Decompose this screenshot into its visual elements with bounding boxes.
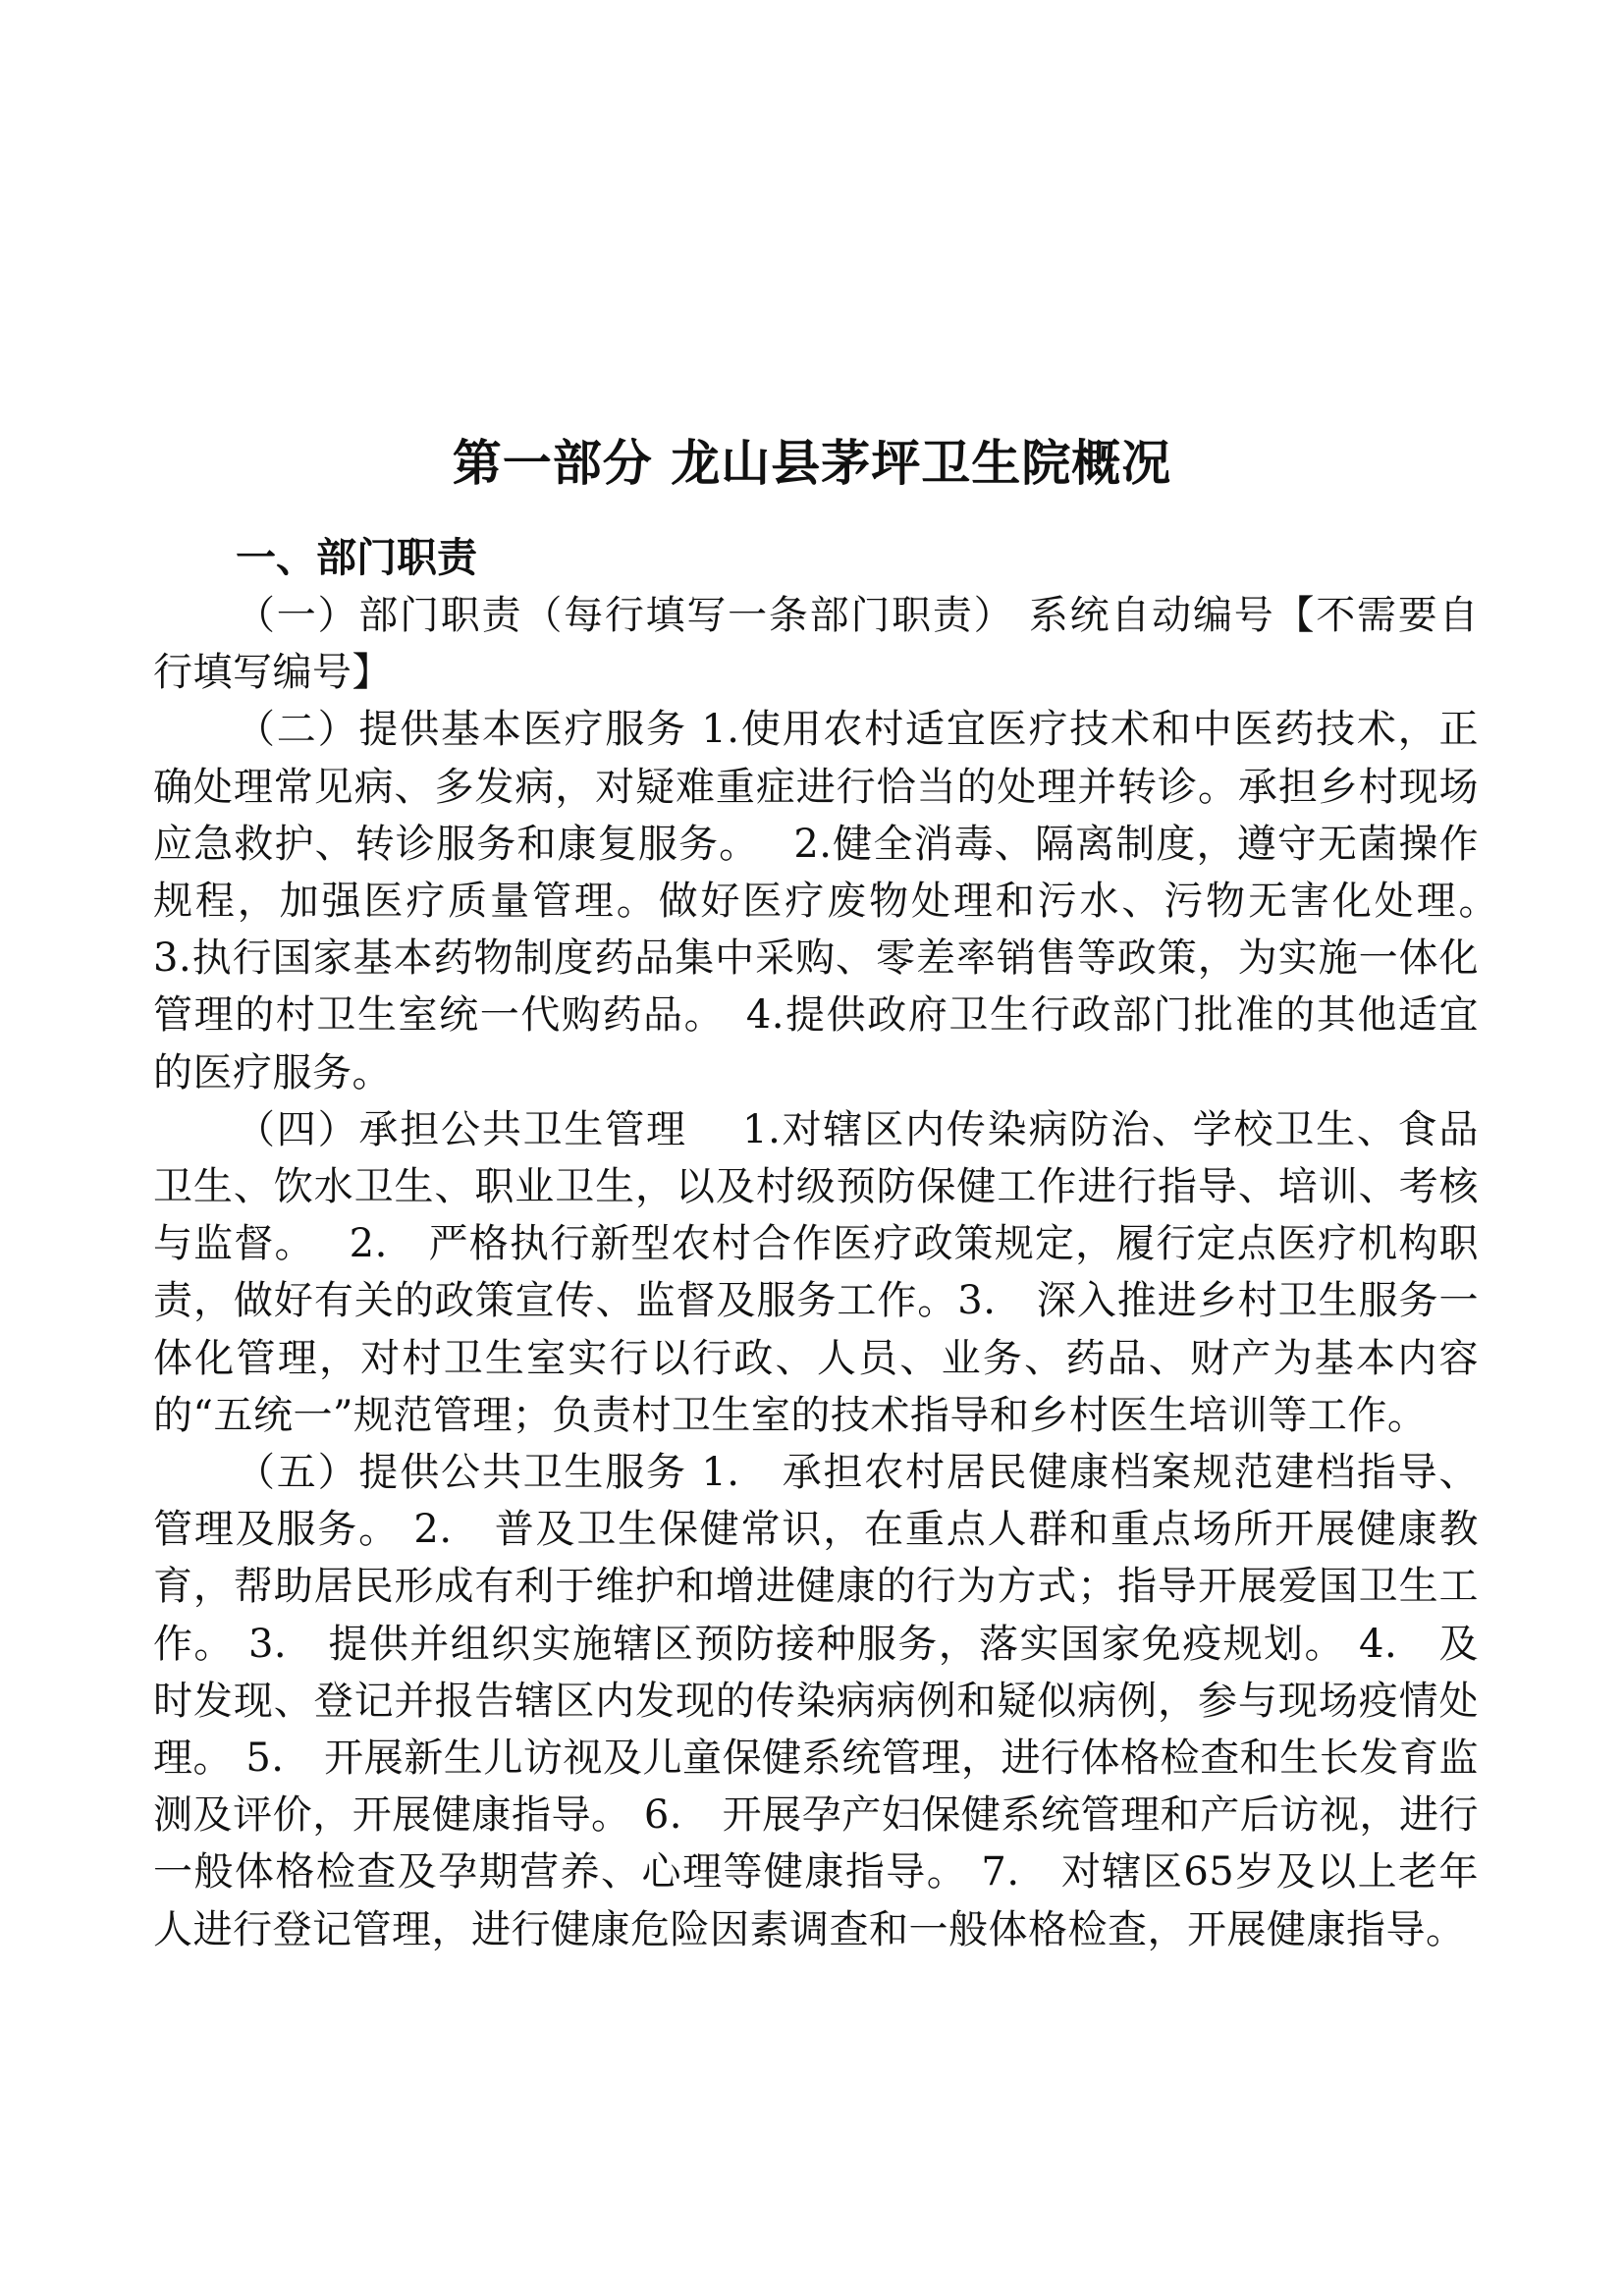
section-heading: 一、部门职责 xyxy=(236,534,477,581)
paragraph-public-health-service: （五）提供公共卫生服务 1. 承担农村居民健康档案规范建档指导、管理及服务。 2. 普及卫生保健常识，在重点人群和重点场所开展健康教育，帮助居民形成有利于维护和增进健康的行为方式；指导开展爱国卫生工作。 3. 提供并组织实施辖区预防接种服务，落实国家免疫规划。 4. 及时发现、登记并报告辖区内发现的传染病病例和疑似病例，参与现场疫情处理。 5. 开展新生儿访视及儿童保健系统管理，进行体格检查和生长发育监测及评价，开展健康指导。 6. 开展孕产妇保健系统管理和产后访视，进行一般体格检查及孕期营养、心理等健康指导。 7. 对辖区65岁及以上老年人进行登记管理，进行健康危险因素调查和一般体格检查，开展健康指导。 xyxy=(153,1450,1479,1952)
paragraph-basic-medical-service: （二）提供基本医疗服务 1.使用农村适宜医疗技术和中医药技术，正确处理常见病、多发病，对疑难重症进行恰当的处理并转诊。承担乡村现场应急救护、转诊服务和康复服务。 2.健全消毒、隔离制度，遵守无菌操作规程，加强医疗质量管理。做好医疗废物处理和污水、污物无害化处理。 3.执行国家基本药物制度药品集中采购、零差率销售等政策，为实施一体化管理的村卫生室统一代购药品。 4.提供政府卫生行政部门批准的其他适宜的医疗服务。 xyxy=(153,707,1532,1095)
paragraph-duties-note: （一）部门职责（每行填写一条部门职责） 系统自动编号【不需要自行填写编号】 xyxy=(153,593,1479,696)
document-body xyxy=(153,587,1532,1958)
page-title: 第一部分 龙山县茅坪卫生院概况 xyxy=(452,435,1172,492)
paragraph-public-health-management: （四）承担公共卫生管理 1.对辖区内传染病防治、学校卫生、食品卫生、饮水卫生、职业卫生，以及村级预防保健工作进行指导、培训、考核与监督。 2. 严格执行新型农村合作医疗政策规定，履行定点医疗机构职责，做好有关的政策宣传、监督及服务工作。3. 深入推进乡村卫生服务一体化管理，对村卫生室实行以行政、人员、业务、药品、财产为基本内容的“五统一”规范管理；负责村卫生室的技术指导和乡村医生培训等工作。 xyxy=(153,1106,1479,1438)
